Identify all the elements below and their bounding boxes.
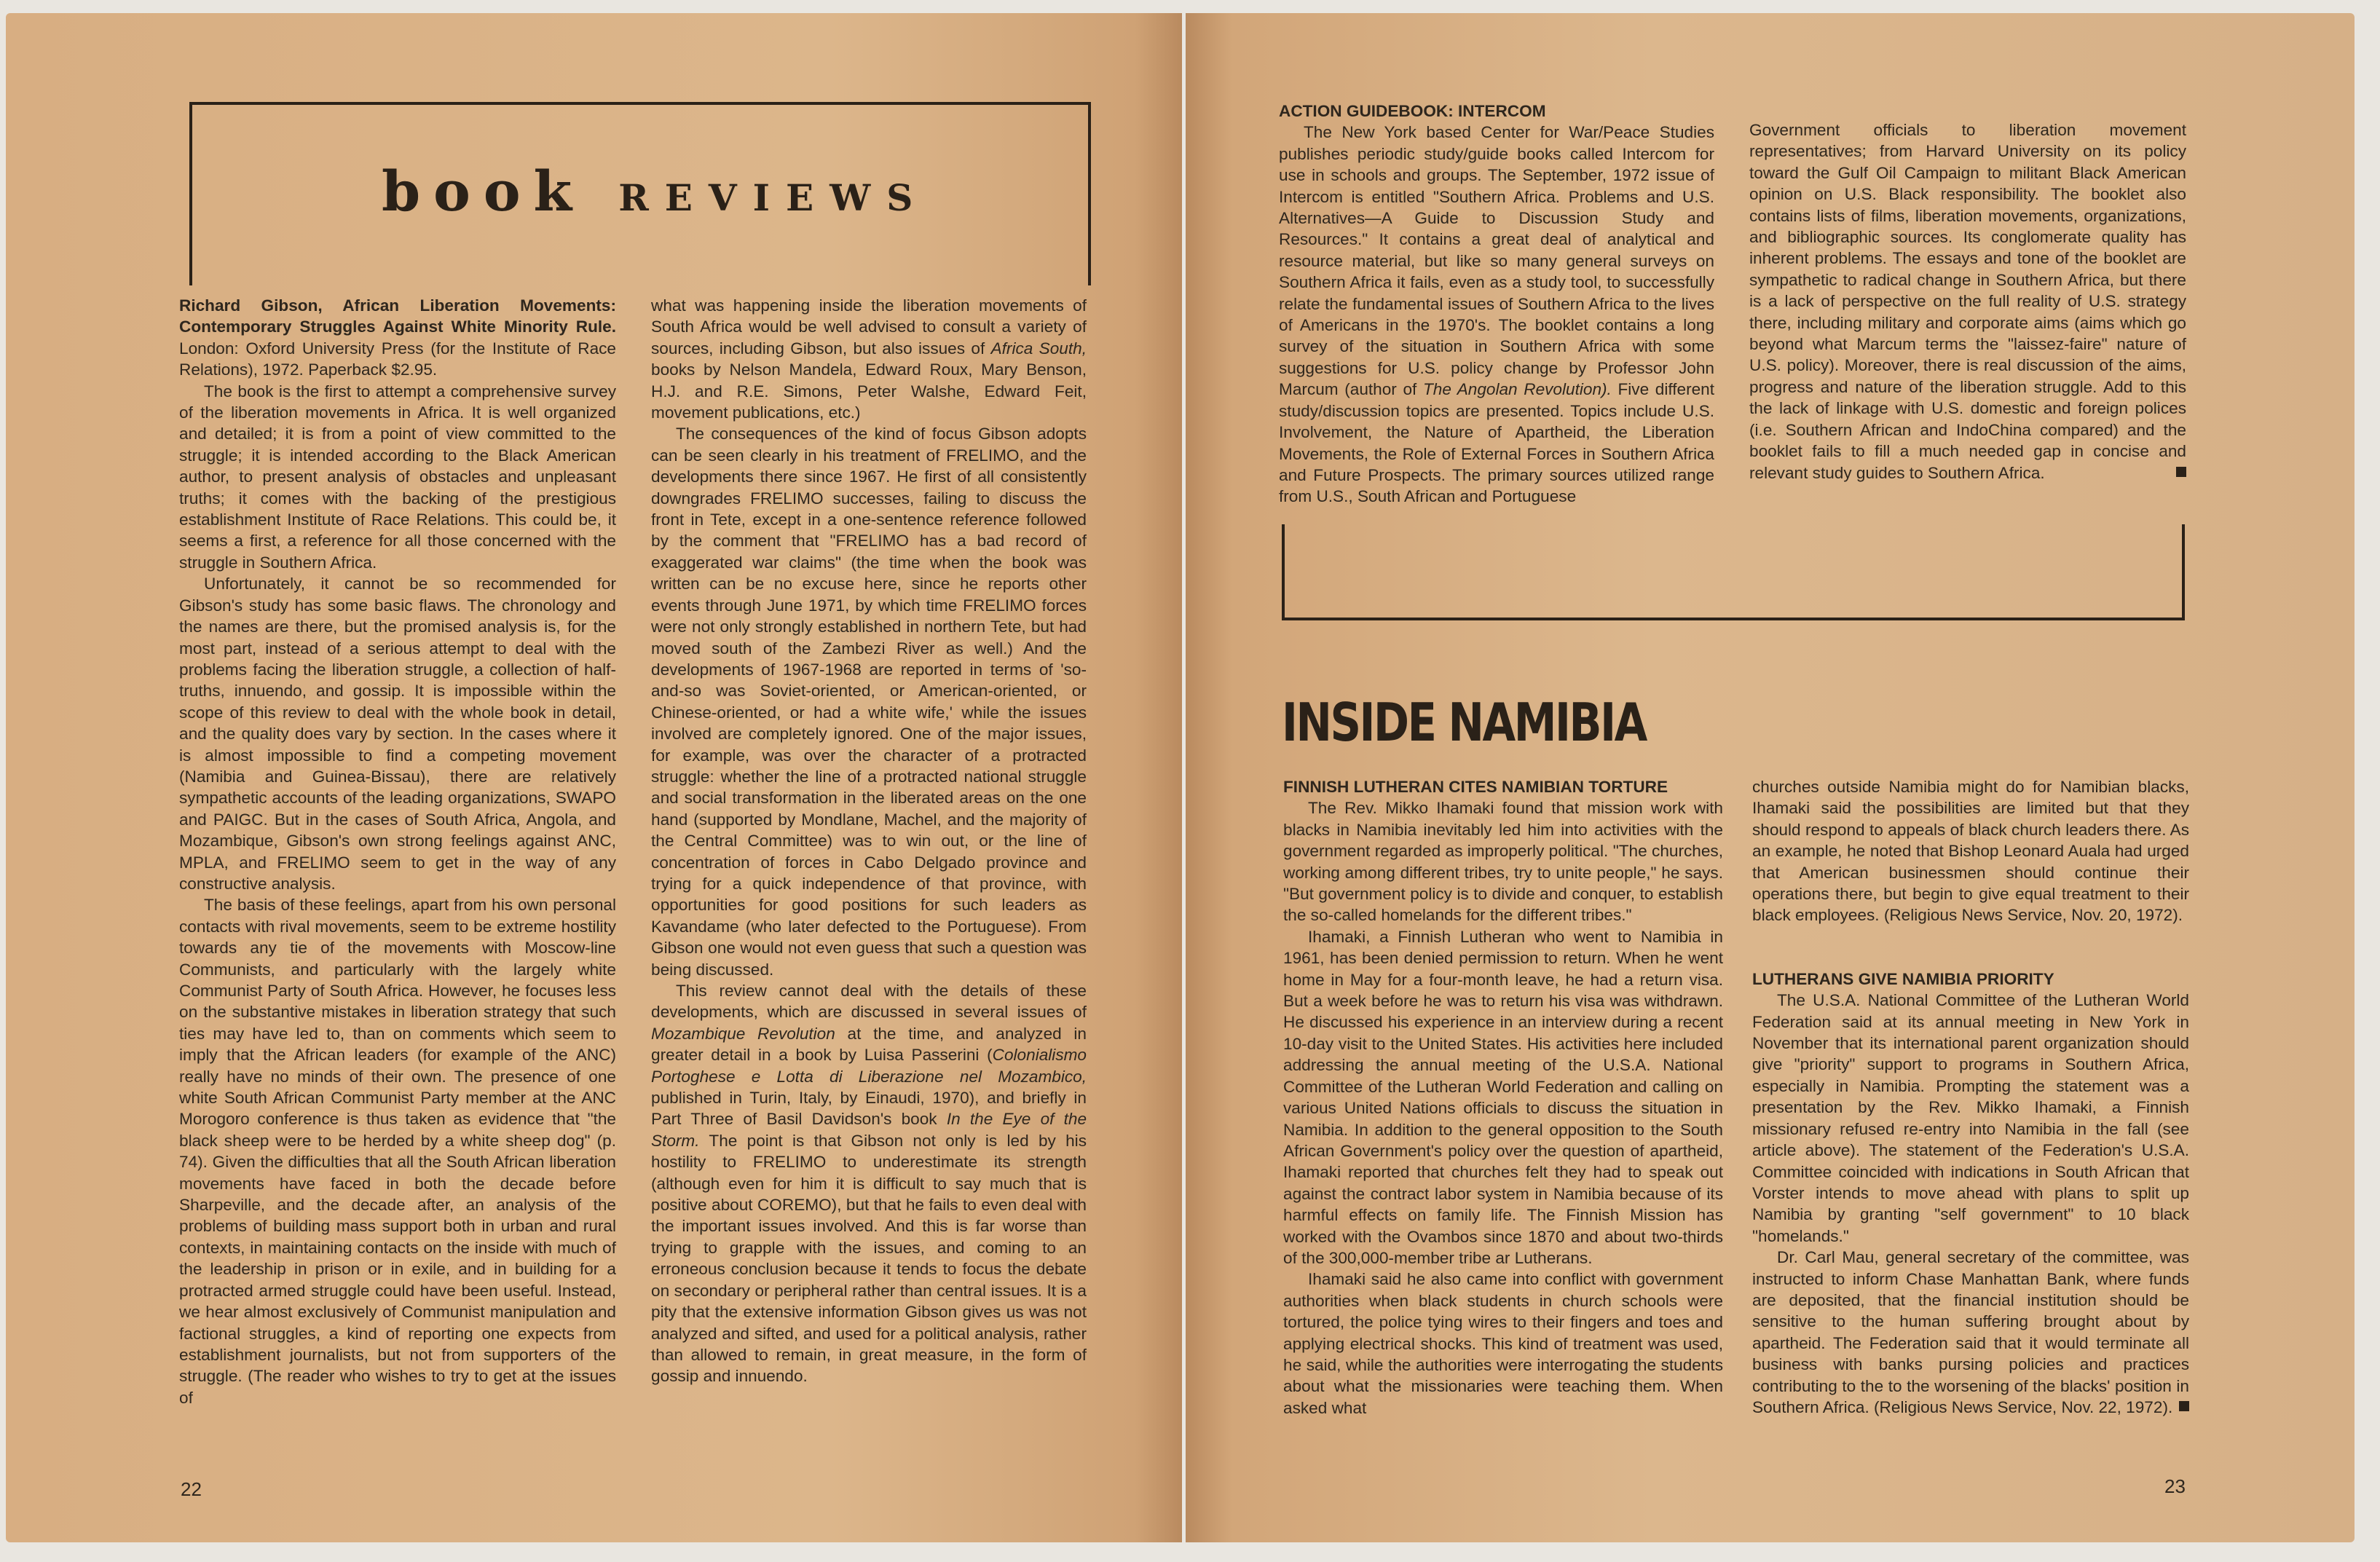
intercom-column-2: [1749, 119, 2186, 484]
finnish-heading: FINNISH LUTHERAN CITES NAMIBIAN TORTURE: [1283, 778, 1668, 796]
publication-title: The Angolan Revolution).: [1422, 380, 1612, 399]
inside-namibia-title: INSIDE NAMIBIA: [1282, 692, 1646, 753]
publication-title: Mozambique Revolution: [651, 1024, 835, 1043]
review-paragraph: Unfortunately, it cannot be so recommended for Gibson's study has some basic flaws. The chronology and the names are there, but the promised analysis is, for the most part, instead of a serious attempt to deal with the problems facing the liberation struggle, a collection of half-truths, innuendo, and gossip. It is impossible within the scope of this review to deal with the whole book in detail, and the quality does vary by section. In the cases where it is almost impossible to find a competing movement (Namibia and Guinea-Bissau), there are relatively sympathetic accounts of the leading organizations, SWAPO and PAIGC. But in the cases of South Africa, Angola, and Mozambique, Gibson's own strong feelings against ANC, MPLA, and FRELIMO seem to get in the way of any constructive analysis.: [179, 575, 616, 893]
publication-title: Colonialismo Portoghese e Lotta di Liberazione nel Mozambico,: [651, 1046, 1087, 1086]
finnish-column-2: [1752, 776, 2189, 1418]
text-run: Five different study/discussion topics are presented. Topics include U.S. Involvement, the Nature of Apartheid, the Liberation Movements, the Role of External Forces in Southern Africa and Future Prospects. The primary sources utilized range from U.S., South African and Portuguese: [1279, 380, 1715, 506]
title-word-reviews: REVIEWS: [618, 176, 929, 219]
page-number-left: 22: [181, 1478, 202, 1500]
text-run: The point is that Gibson not only is led by his hostility to FRELIMO to underestimate its strength (although even for him it is difficult to say much that is positive about COREMO), but that he fails to even deal with the important issues involved. And this is far worse than trying to grapple with the issues, and coming to an erroneous conclusion because it tends to focus the debate on secondary or peripheral rather than central issues. It is a pity that the extensive information Gibson gives us was not analyzed and sifted, and used for a political analysis, rather than allowed to remain, in great measure, in the form of gossip and innuendo.: [651, 1131, 1087, 1386]
review-paragraph: [651, 980, 1087, 1387]
intercom-frame-box: [1282, 524, 2185, 620]
title-word-book: book: [382, 159, 586, 224]
lutherans-heading: LUTHERANS GIVE NAMIBIA PRIORITY: [1752, 969, 2054, 988]
text-run: published in Turin, Italy, by Einaudi, 1970), and briefly in Part Three of Basil Davidson's book: [651, 1089, 1087, 1129]
intercom-column-1: [1279, 100, 1714, 508]
citation-publisher: London: Oxford University Press (for the Institute of Race Relations), 1972. Paperback $2.95.: [179, 339, 616, 379]
article-paragraph: Ihamaki said he also came into conflict with government authorities when black students in church schools were tortured, the police tying wires to their fingers and toes and applying electrical shocks. This kind of treatment was used, he said, while the authorities were interrogating the students about what the missionaries were teaching them. When asked what: [1283, 1270, 1723, 1417]
page-number-right: 23: [2164, 1475, 2186, 1497]
end-of-article-mark: [2179, 1401, 2189, 1411]
text-run: Dr. Carl Mau, general secretary of the committee, was instructed to inform Chase Manhattan Bank, where funds are deposited, that the financial institution should be sensitive to the human suffering brought about by apartheid. The Federation said that it would terminate all business with banks pursing policies and practices contributing to the to the worsening of the blacks' position in Southern Africa. (Religious News Service, Nov. 22, 1972).: [1752, 1248, 2189, 1416]
article-paragraph: [1752, 1247, 2189, 1418]
text-run: The New York based Center for War/Peace Studies publishes periodic study/guide books called Intercom for use in schools and groups. The September, 1972 issue of Intercom is entitled "Southern Africa. Problems and U.S. Alternatives—A Guide to Discussion Study and Resources." It contains a great deal of analytical and resource material, but like so many general surveys on Southern Africa it fails, even as a study tool, to successfully relate the fundamental issues of Southern Africa to the lives of Americans in the 1970's. The booklet contains a long survey of the situation in Southern Africa with some suggestions for U.S. policy change by Professor John Marcum (author of: [1279, 123, 1714, 399]
review-column-1: [179, 295, 616, 1408]
article-paragraph: Ihamaki, a Finnish Lutheran who went to Namibia in 1961, has been denied permission to return. When he went home in May for a four-month leave, he had a return visa. But a week before he was to return his visa was withdrawn. He discussed his experience in an interview during a recent 10-day visit to the United States. His activities here included addressing the annual meeting of the U.S.A. National Committee of the Lutheran World Federation and calling on various United Nations officials to discuss the situation in Namibia. In addition to the general opposition to the South African Government's policy over the question of apartheid, Ihamaki reported that churches felt they had to speak out against the contract labor system in Namibia because of its harmful effects on family life. The Finnish Mission has worked with the Ovambos since 1870 and about two-thirds of the 300,000-member tribe ar Lutherans.: [1283, 927, 1723, 1267]
review-citation: [179, 295, 616, 381]
intercom-paragraph: [1749, 119, 2186, 484]
text-run: books by Nelson Mandela, Edward Roux, Mary Benson, H.J. and R.E. Simons, Peter Walshe, Edward Feit, movement publications, etc.): [651, 360, 1087, 422]
review-column-2: [651, 295, 1087, 1387]
article-paragraph: churches outside Namibia might do for Namibian blacks, Ihamaki said the possibilities are limited but that they should respond to appeals of black church leaders there. As an example, he noted that Bishop Leonard Auala had urged that American businessmen should continue their operations there, but begin to give equal treatment to their black employees. (Religious News Service, Nov. 20, 1972).: [1752, 778, 2189, 925]
citation-title: Richard Gibson, African Liberation Movements: Contemporary Struggles Against White Minority Rule.: [179, 296, 616, 336]
publication-title: Africa South,: [990, 339, 1087, 358]
review-paragraph: [651, 295, 1087, 423]
review-paragraph: The book is the first to attempt a comprehensive survey of the liberation movements in Africa. It is well organized and detailed; it is from a point of view committed to the struggle; it is intended according to the Black American author, to present analysis of obstacles and unpleasant truths; it comes with the backing of the prestigious establishment Institute of Race Relations. This could be, it seems a first, a reference for all those concerned with the struggle in Southern Africa.: [179, 382, 616, 572]
article-paragraph: The U.S.A. National Committee of the Lutheran World Federation said at its annual meeting in New York in November that its international parent organization should give "priority" support to programs in Southern Africa, especially in Namibia. Prompting the statement was a presentation by the Rev. Mikko Ihamaki, a Finnish missionary refused re-entry into Namibia in the fall (see article above). The statement of the Federation's U.S.A. Committee coincided with indications in South African that Vorster intends to move ahead with plans to split up Namibia by granting "self government" to 10 black "homelands.": [1752, 991, 2189, 1245]
intercom-heading: ACTION GUIDEBOOK: INTERCOM: [1279, 102, 1546, 120]
text-run: This review cannot deal with the details of these developments, which are discussed in several issues of: [651, 982, 1087, 1022]
text-run: at the time, and analyzed in greater detail in a book by Luisa Passerini (: [651, 1024, 1087, 1065]
finnish-column-1: [1283, 776, 1723, 1419]
end-of-article-mark: [2176, 467, 2186, 477]
book-reviews-title: [382, 159, 929, 224]
text-run: what was happening inside the liberation movements of South Africa would be well advised to consult a variety of sources, including Gibson, but also issues of: [651, 296, 1087, 358]
book-reviews-header-box: [189, 102, 1091, 285]
intercom-paragraph: [1279, 122, 1714, 507]
review-paragraph: The basis of these feelings, apart from his own personal contacts with rival movements, seem to be extreme hostility towards any tie of the movements with Moscow-line Communists, and particularly with the largely white Communist Party of South Africa. However, he focuses less on the substantive mistakes in liberation strategy that such ties may have led to, than on comments which seem to imply that the African leaders (for example of the ANC) really have no minds of their own. The presence of one white South African Communist Party member at the ANC Morogoro conference is thus taken as evidence that "the black sheep were to be herded by a white sheep dog" (p. 74). Given the difficulties that all the South African liberation movements have faced in both the decade before Sharpeville, and the decade after, an analysis of the problems of building mass support both in urban and rural contexts, in maintaining contacts on the inside with much of the leadership in prison or in exile, and in building for a protracted armed struggle could have been useful. Instead, we hear almost exclusively of Communist manipulation and factional struggles, a kind of reporting one expects from establishment journalists, but not from supporters of the struggle. (The reader who wishes to try to get at the issues of: [179, 896, 616, 1407]
review-paragraph: The consequences of the kind of focus Gibson adopts can be seen clearly in his treatment of FRELIMO, and the developments there since 1967. He first of all consistently downgrades FRELIMO successes, failing to discuss the front in Tete, except in a one-sentence reference followed by the comment that "FRELIMO has a bad record of exaggerated war claims" (the time when the book was written can be no excuse here, since he reports other events through June 1971, by which time FRELIMO forces were not only strongly established in northern Tete, but had moved south of the Zambezi River as well.) And the developments of 1967-1968 are reported in terms of 'so-and-so was Soviet-oriented, or American-oriented, or Chinese-oriented, or had a white wife,' while the issues involved are completely ignored. One of the major issues, for example, was over the character of a protracted struggle: whether the line of a protracted national struggle and social transformation in the liberated areas on the one hand (supported by Mondlane, Machel, and the majority of the Central Committee) was to win out, or the line of concentration of forces in Cabo Delgado province and trying for a quick independence of that province, with opportunities for good positions for such leaders as Kavandame (who later defected to the Portuguese). From Gibson one would not even guess that such a question was being discussed.: [651, 425, 1087, 979]
publication-title: In the Eye of the Storm.: [651, 1110, 1087, 1150]
text-run: Government officials to liberation movement representatives; from Harvard University on its policy toward the Gulf Oil Campaign to militant Black American opinion on U.S. Black responsibility. The booklet also contains lists of films, liberation movements, organizations, and bibliographic sources. Its conglomerate quality has inherent problems. The essays and tone of the booklet are sympathetic to radical change in Southern Africa, but there is a lack of perspective on the full reality of U.S. strategy there, including military and corporate aims (aims which go beyond what Marcum terms the "laissez-faire" nature of U.S. policy). Moreover, there is real discussion of the aims, progress and nature of the liberation struggle. Add to this the lack of linkage with U.S. domestic and foreign polices (i.e. Southern African and IndoChina compared) and the booklet fails to fill a much needed gap in concise and relevant study guides to Southern Africa.: [1749, 121, 2186, 482]
article-paragraph: The Rev. Mikko Ihamaki found that mission work with blacks in Namibia inevitably led him into activities with the government regarded as improperly political. "The churches, working among different tribes, try to unite people," he says. "But government policy is to divide and conquer, to establish the so-called homelands for the different tribes.": [1283, 799, 1723, 925]
